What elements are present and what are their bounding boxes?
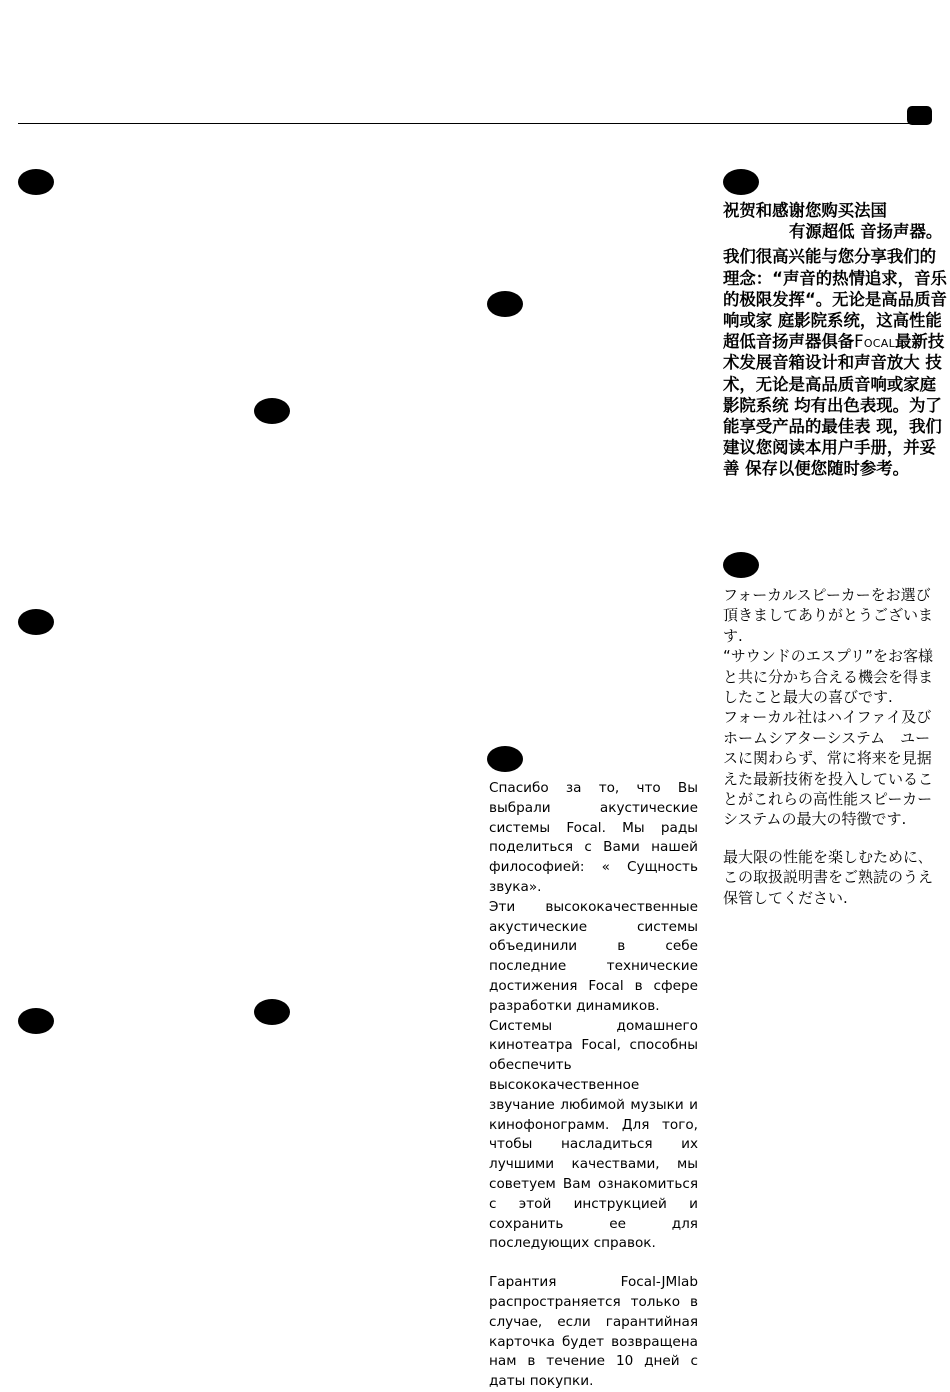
- language-badge: [18, 609, 54, 635]
- russian-paragraph: Эти высококачественные акустические системы объединили в себе последние технические достижения Focal в сфере разработки динамиков.: [489, 898, 698, 1014]
- russian-paragraph: Системы домашнего кинотеатра Focal, способны обеспечить высококачественное звучание любимой музыки и кинофонограмм. Для того, чтобы насладиться их лучшими качествами, мы советуем Вам ознакомиться с этой инструкцией и сохранить ее для последующих справок.: [489, 1017, 698, 1252]
- language-badge: [254, 398, 290, 424]
- language-badge: [18, 169, 54, 195]
- chinese-body: 我们很高兴能与您分享我们的理念：“声音的热情追求，音乐 的极限发挥“。无论是高品质音响或家 庭影院系统，这高性能超低音扬声器俱备Focal最新技术发展音箱设计和声音放大 技术，无论是高品质音响或家庭影院系统 均有出色表现。为了能享受产品的最佳表 现，我们建议您阅读本用户手册，并妥善 保存以便您随时参考。: [723, 247, 947, 479]
- language-badge: [487, 291, 523, 317]
- language-badge-japanese: [723, 552, 759, 578]
- japanese-paragraph: フォーカルスピーカーをお選び頂きましてありがとうございます.: [723, 586, 934, 645]
- russian-warranty-paragraph: Гарантия Focal-JMlab распространяется только в случае, если гарантийная карточка будет возвращена нам в течение 10 дней с даты покупки.: [489, 1274, 698, 1390]
- japanese-paragraph: フォーカル社はハイファイ及びホームシアターシステム ユースに関わらず、常に将来を見据えた最新技術を投入していることがこれらの高性能スピーカーシステムの最大の特徴です.: [723, 708, 934, 829]
- language-badge: [18, 1008, 54, 1034]
- chinese-greeting: 祝贺和感谢您购买法国: [723, 201, 887, 220]
- header-rule: [18, 123, 930, 124]
- focal-brand: Focal: [854, 332, 896, 352]
- language-badge-russian: [487, 746, 523, 772]
- chinese-greeting-line2: 有源超低 音扬声器。: [789, 222, 943, 242]
- language-badge: [254, 999, 290, 1025]
- language-badge-chinese: [723, 169, 759, 195]
- page-number-tab: [907, 106, 932, 125]
- japanese-paragraph: 最大限の性能を楽しむために､この取扱説明書をご熟読のうえ保管してください.: [723, 847, 934, 907]
- russian-paragraph: Спасибо за то, что Вы выбрали акустические системы Focal. Мы рады поделиться с Вами нашей философией: « Сущность звука».: [489, 780, 698, 895]
- chinese-section: [723, 200, 947, 480]
- japanese-section: [723, 585, 933, 908]
- russian-section: [489, 779, 698, 1392]
- japanese-paragraph: “サウンドのエスプリ”をお客様と共に分かち合える機会を得ましたこと最大の喜びです.: [723, 647, 934, 707]
